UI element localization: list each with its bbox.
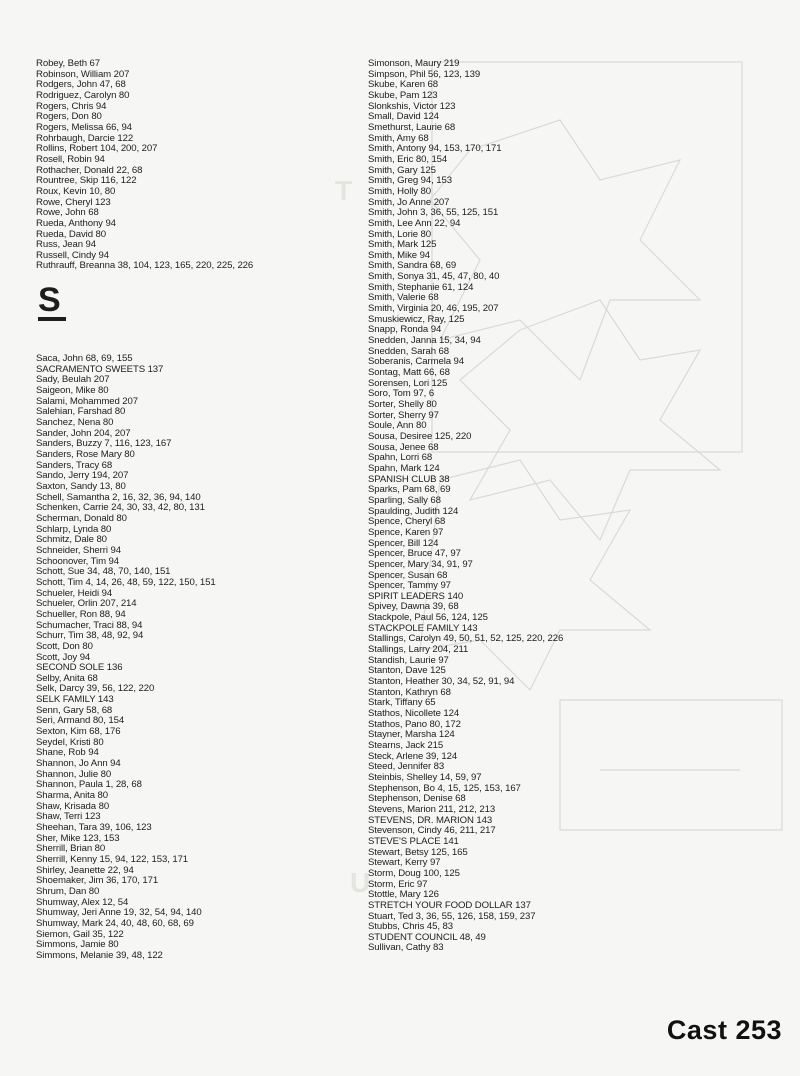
index-entry: SECOND SOLE 136: [36, 662, 123, 674]
index-entry: Spencer, Susan 68: [368, 569, 448, 581]
index-entry: Steck, Arlene 39, 124: [368, 750, 458, 762]
index-entry: Sullivan, Cathy 83: [368, 942, 444, 954]
index-entry: Smith, John 3, 36, 55, 125, 151: [368, 207, 499, 219]
index-entry: Spahn, Mark 124: [368, 462, 440, 474]
index-entry: Sherrill, Kenny 15, 94, 122, 153, 171: [36, 853, 189, 865]
index-entry: Schueler, Orlin 207, 214: [36, 598, 137, 610]
index-entry: STUDENT COUNCIL 48, 49: [368, 931, 486, 943]
index-entry: Simmons, Jamie 80: [36, 939, 119, 951]
index-entry: Smith, Greg 94, 153: [368, 175, 452, 187]
index-entry: Sanders, Buzzy 7, 116, 123, 167: [36, 438, 172, 450]
index-entry: Schlarp, Lynda 80: [36, 523, 112, 535]
index-entry: Stevens, Marion 211, 212, 213: [368, 803, 496, 815]
index-entry: Sando, Jerry 194, 207: [36, 470, 129, 482]
index-entry: STEVENS, DR. MARION 143: [368, 814, 493, 826]
index-entry: Seydel, Kristi 80: [36, 736, 104, 748]
index-entry: Spencer, Bruce 47, 97: [368, 548, 461, 560]
index-column-right: [368, 59, 668, 954]
index-entry: Roux, Kevin 10, 80: [36, 185, 116, 197]
index-entry: Rogers, Chris 94: [36, 100, 107, 112]
index-entry: Standish, Laurie 97: [368, 654, 449, 666]
index-entry: Shrum, Dan 80: [36, 885, 100, 897]
index-entry: Storm, Doug 100, 125: [368, 867, 460, 879]
index-entry: Schmitz, Dale 80: [36, 534, 107, 546]
index-entry: Sorensen, Lori 125: [368, 377, 448, 389]
index-entry: Scherman, Donald 80: [36, 512, 127, 524]
svg-text:U: U: [350, 867, 371, 898]
index-entry: Sousa, Desiree 125, 220: [368, 430, 472, 442]
index-entry: Sousa, Jenee 68: [368, 441, 439, 453]
index-entry: Stanton, Dave 125: [368, 665, 446, 677]
index-entry: Snedden, Sarah 68: [368, 345, 449, 357]
index-entry: Salehian, Farshad 80: [36, 406, 126, 418]
section-letter-s: S: [38, 285, 66, 321]
index-entry: Schumacher, Traci 88, 94: [36, 619, 143, 631]
index-entry: Smith, Virginia 20, 46, 195, 207: [368, 303, 499, 315]
index-entry: Smith, Amy 68: [368, 132, 429, 144]
index-entry: Small, David 124: [368, 111, 439, 123]
index-entries-s-right: [368, 59, 668, 954]
index-entry: Rowe, Cheryl 123: [36, 196, 111, 208]
index-entry: Rohrbaugh, Darcie 122: [36, 132, 134, 144]
index-entry: Shumway, Mark 24, 40, 48, 60, 68, 69: [36, 917, 194, 929]
index-entry: Shannon, Paula 1, 28, 68: [36, 779, 142, 791]
index-entry: Scott, Joy 94: [36, 651, 91, 663]
index-entry: Rodriguez, Carolyn 80: [36, 89, 130, 101]
index-entry: Smith, Mark 125: [368, 239, 437, 251]
index-entry: Rothacher, Donald 22, 68: [36, 164, 143, 176]
index-entry: Sher, Mike 123, 153: [36, 832, 120, 844]
index-entry: Stewart, Betsy 125, 165: [368, 846, 468, 858]
index-entry: Stephenson, Bo 4, 15, 125, 153, 167: [368, 782, 521, 794]
index-entry: Schott, Tim 4, 14, 26, 48, 59, 122, 150, 151: [36, 576, 216, 588]
index-entry: Sheehan, Tara 39, 106, 123: [36, 822, 152, 833]
section-spacer: [36, 321, 336, 354]
index-entries-s-left: [36, 354, 336, 961]
index-entry: Rueda, David 80: [36, 228, 106, 240]
index-entry: Stathos, Nicollete 124: [368, 708, 460, 720]
index-entry: Smith, Eric 80, 154: [368, 153, 448, 165]
index-entry: Schueler, Heidi 94: [36, 587, 113, 599]
index-entry: Simmons, Melanie 39, 48, 122: [36, 949, 163, 961]
index-entry: Rowe, John 68: [36, 207, 99, 219]
index-entry: Skube, Karen 68: [368, 79, 438, 91]
index-entry: Snapp, Ronda 94: [368, 324, 442, 336]
index-entry: Stearns, Jack 215: [368, 740, 444, 751]
index-entry: Stottle, Mary 126: [368, 889, 439, 901]
index-entry: Stallings, Carolyn 49, 50, 51, 52, 125, 220, 226: [368, 633, 564, 645]
index-entry: Spaulding, Judith 124: [368, 505, 459, 517]
index-entry: Saxton, Sandy 13, 80: [36, 481, 126, 492]
index-entry: Shirley, Jeanette 22, 94: [36, 864, 134, 876]
index-entry: Schell, Samantha 2, 16, 32, 36, 94, 140: [36, 491, 201, 503]
index-entry: Rountree, Skip 116, 122: [36, 175, 137, 187]
index-entry: Rueda, Anthony 94: [36, 217, 116, 229]
index-entry: Sharma, Anita 80: [36, 790, 108, 802]
index-entry: Spahn, Lorri 68: [368, 452, 433, 464]
index-entry: Stuart, Ted 3, 36, 55, 126, 158, 159, 237: [368, 910, 536, 922]
index-entry: Sparling, Sally 68: [368, 494, 441, 506]
index-entry: Robey, Beth 67: [36, 58, 101, 69]
index-entry: Sanders, Rose Mary 80: [36, 449, 135, 461]
index-entry: Spencer, Tammy 97: [368, 580, 451, 592]
index-entry: Simonson, Maury 219: [368, 58, 460, 69]
index-entry: Russell, Cindy 94: [36, 249, 109, 261]
index-entry: SPIRIT LEADERS 140: [368, 590, 464, 602]
index-entry: Seri, Armand 80, 154: [36, 715, 125, 727]
index-entry: Sexton, Kim 68, 176: [36, 726, 121, 738]
index-entry: Sorter, Sherry 97: [368, 409, 439, 421]
index-entry: Smith, Sonya 31, 45, 47, 80, 40: [368, 271, 500, 283]
index-entry: Shaw, Terri 123: [36, 811, 101, 823]
index-entry: Sherrill, Brian 80: [36, 843, 106, 855]
index-entry: Schoonover, Tim 94: [36, 555, 119, 567]
index-entry: SPANISH CLUB 38: [368, 473, 450, 485]
index-entry: Spivey, Dawna 39, 68: [368, 601, 459, 613]
index-entry: Sorter, Shelly 80: [368, 399, 437, 410]
index-entry: Stephenson, Denise 68: [368, 793, 466, 805]
index-entry: Shoemaker, Jim 36, 170, 171: [36, 875, 159, 887]
index-entries-r: [36, 59, 336, 272]
index-entry: Spencer, Mary 34, 91, 97: [368, 558, 473, 570]
index-entry: Siemon, Gail 35, 122: [36, 928, 124, 940]
index-entry: Sontag, Matt 66, 68: [368, 367, 450, 379]
index-entry: Shumway, Alex 12, 54: [36, 896, 129, 908]
index-entry: Shumway, Jeri Anne 19, 32, 54, 94, 140: [36, 907, 202, 919]
index-entry: Smith, Stephanie 61, 124: [368, 281, 474, 293]
index-entry: Stevenson, Cindy 46, 211, 217: [368, 825, 496, 837]
index-entry: Russ, Jean 94: [36, 239, 97, 251]
index-entry: Snedden, Janna 15, 34, 94: [368, 335, 481, 347]
index-entry: STEVE'S PLACE 141: [368, 835, 459, 847]
index-entry: Ruthrauff, Breanna 38, 104, 123, 165, 220, 225, 226: [36, 260, 254, 272]
index-entry: Scott, Don 80: [36, 640, 93, 652]
index-entry: Slonkshis, Victor 123: [368, 100, 456, 112]
index-entry: Rogers, Melissa 66, 94: [36, 121, 132, 133]
index-entry: Sanchez, Nena 80: [36, 417, 114, 429]
index-entry: Smith, Mike 94: [368, 249, 431, 261]
index-entry: Shane, Rob 94: [36, 747, 99, 759]
index-entry: Soro, Tom 97, 6: [368, 388, 435, 400]
index-entry: SACRAMENTO SWEETS 137: [36, 363, 164, 375]
index-entry: Sady, Beulah 207: [36, 374, 110, 386]
index-entry: Stewart, Kerry 97: [368, 857, 441, 869]
index-entry: Saigeon, Mike 80: [36, 385, 109, 397]
page-number-label: Cast 253: [666, 1015, 782, 1045]
index-entry: Stackpole, Paul 56, 124, 125: [368, 612, 488, 624]
index-entry: Simpson, Phil 56, 123, 139: [368, 68, 481, 80]
index-entry: Shaw, Krisada 80: [36, 800, 110, 812]
index-entry: Smith, Lorie 80: [368, 228, 432, 240]
index-entry: Skube, Pam 123: [368, 89, 438, 101]
index-entry: Stallings, Larry 204, 211: [368, 644, 469, 656]
svg-text:T: T: [335, 175, 353, 206]
index-entry: Smuskiewicz, Ray, 125: [368, 313, 465, 325]
index-entry: Stathos, Pano 80, 172: [368, 718, 461, 730]
index-entry: Sanders, Tracy 68: [36, 459, 113, 471]
index-entry: Rosell, Robin 94: [36, 153, 105, 165]
index-entry: Soule, Ann 80: [368, 420, 427, 432]
index-entry: Selby, Anita 68: [36, 672, 98, 684]
index-entry: Spence, Karen 97: [368, 526, 444, 538]
index-entry: Sander, John 204, 207: [36, 427, 131, 439]
index-entry: Schott, Sue 34, 48, 70, 140, 151: [36, 566, 171, 578]
index-entry: Shannon, Jo Ann 94: [36, 758, 121, 770]
index-entry: Smith, Lee Ann 22, 94: [368, 217, 461, 229]
index-entry: Smith, Sandra 68, 69: [368, 260, 457, 272]
index-entry: Steed, Jennifer 83: [368, 761, 445, 773]
index-entry: Selk, Darcy 39, 56, 122, 220: [36, 683, 155, 695]
index-entry: Smith, Gary 125: [368, 164, 436, 176]
index-entry: STRETCH YOUR FOOD DOLLAR 137: [368, 899, 531, 911]
index-column-left: [36, 59, 336, 962]
index-entry: Smethurst, Laurie 68: [368, 121, 456, 133]
index-entry: Storm, Eric 97: [368, 878, 428, 890]
index-entry: Stanton, Kathryn 68: [368, 686, 451, 698]
index-entry: Soberanis, Carmela 94: [368, 356, 465, 368]
index-entry: Smith, Jo Anne 207: [368, 196, 450, 208]
index-entry: Smith, Valerie 68: [368, 292, 439, 304]
index-entry: Senn, Gary 58, 68: [36, 704, 113, 716]
index-entry: Schueller, Ron 88, 94: [36, 608, 126, 620]
index-entry: Smith, Holly 80: [368, 185, 432, 197]
index-entry: Schneider, Sherri 94: [36, 544, 121, 556]
index-entry: Spencer, Bill 124: [368, 537, 439, 549]
index-entry: Stubbs, Chris 45, 83: [368, 921, 453, 933]
index-entry: STACKPOLE FAMILY 143: [368, 622, 478, 634]
index-entry: Steinbis, Shelley 14, 59, 97: [368, 771, 482, 783]
index-entry: Smith, Antony 94, 153, 170, 171: [368, 143, 502, 155]
index-entry: Rollins, Robert 104, 200, 207: [36, 143, 158, 155]
index-entry: Rodgers, John 47, 68: [36, 79, 126, 91]
index-entry: Stark, Tiffany 65: [368, 697, 436, 709]
index-entry: Rogers, Don 80: [36, 111, 102, 123]
index-entry: Sparks, Pam 68, 69: [368, 484, 451, 496]
index-entry: Stayner, Marsha 124: [368, 729, 455, 741]
index-entry: Salami, Mohammed 207: [36, 395, 138, 407]
index-entry: Stanton, Heather 30, 34, 52, 91, 94: [368, 676, 515, 688]
index-entry: Schurr, Tim 38, 48, 92, 94: [36, 630, 144, 642]
index-entry: Saca, John 68, 69, 155: [36, 353, 133, 365]
index-entry: Spence, Cheryl 68: [368, 516, 446, 528]
index-entry: Shannon, Julie 80: [36, 768, 112, 780]
index-entry: Robinson, William 207: [36, 68, 130, 80]
index-entry: Schenken, Carrie 24, 30, 33, 42, 80, 131: [36, 502, 205, 514]
index-entry: SELK FAMILY 143: [36, 694, 114, 706]
